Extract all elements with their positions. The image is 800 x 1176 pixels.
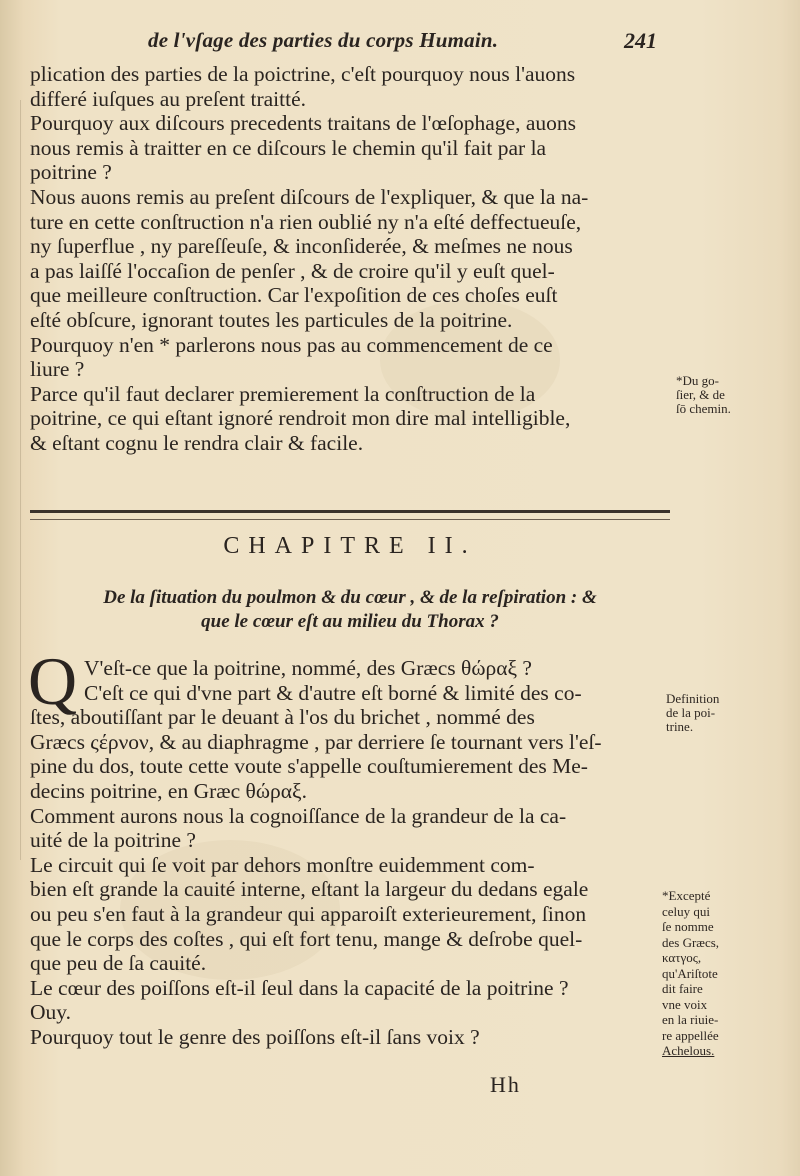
text-line: pine du dos, toute cette voute s'appelle couſtumierement des Me-: [30, 754, 588, 779]
margin-note-line: en la riuie-: [662, 1012, 719, 1027]
text-line: Nous auons remis au preſent diſcours de l'expliquer, & que la na-: [30, 184, 589, 209]
chapter-subtitle-line-1: De la ſituation du poulmon & du cœur , & de la reſpiration : &: [103, 587, 597, 608]
text-line: ou peu s'en faut à la grandeur qui apparoiſt exterieurement, ſinon: [30, 901, 587, 926]
text-line: que meilleure conſtruction. Car l'expoſition de ces choſes euſt: [30, 283, 558, 308]
chapter-subtitle-line-2: que le cœur eſt au milieu du Thorax ?: [201, 611, 499, 632]
text-line: ſtes, aboutiſſant par le deuant à l'os du brichet , nommé des: [30, 705, 535, 730]
text-line: que peu de ſa cauité.: [30, 951, 207, 976]
text-line: poitrine ?: [30, 160, 112, 185]
margin-note-line: ſō chemin.: [676, 401, 731, 416]
margin-note-line: Achelous.: [662, 1043, 715, 1058]
text-line: decins poitrine, en Græc θώραξ.: [30, 778, 307, 803]
text-line: ny ſuperflue , ny pareſſeuſe, & inconſiderée, & meſmes ne nous: [30, 234, 573, 259]
text-line: Le circuit qui ſe voit par dehors monſtre euidemment com-: [30, 852, 535, 877]
gutter-line: [20, 100, 21, 860]
text-line: Ouy.: [30, 1000, 72, 1025]
text-block-2: [30, 656, 670, 1050]
margin-note-2: [666, 692, 719, 734]
margin-note-line: qu'Ariſtote: [662, 965, 718, 981]
text-line: Græcs ςέρνον, & au diaphragme , par derriere ſe tournant vers l'eſ-: [30, 729, 602, 754]
margin-note-line: Definition: [666, 691, 720, 706]
signature-mark: Hh: [490, 1072, 521, 1097]
text-line: plication des parties de la poictrine, c'eſt pourquoy nous l'auons: [30, 62, 576, 86]
text-line: eſté obſcure, ignorant toutes les particules de la poitrine.: [30, 307, 513, 332]
text-line: que le corps des coſtes , qui eſt fort tenu, mange & deſrobe quel-: [30, 926, 583, 951]
running-title: de l'vſage des parties du corps Humain.: [148, 28, 499, 52]
text-line: V'eſt-ce que la poitrine, nommé, des Græcs θώραξ ?: [84, 656, 532, 680]
text-line: Comment aurons nous la cognoiſſance de la grandeur de la ca-: [30, 803, 567, 828]
margin-note-3: [662, 888, 719, 1059]
margin-note-line: celuy qui: [662, 903, 711, 919]
text-line: Pourquoy n'en * parlerons nous pas au commencement de ce: [30, 332, 553, 357]
margin-note-line: ſier, & de: [676, 387, 725, 402]
margin-note-line: vne voix: [662, 996, 708, 1012]
text-line: a pas laiſſé l'occaſion de penſer , & de croire qu'il y euſt quel-: [30, 258, 555, 283]
chapter-heading: CHAPITRE II.: [223, 533, 477, 559]
text-line: Parce qu'il faut declarer premierement la conſtruction de la: [30, 381, 536, 406]
margin-note-line: κατγος,: [662, 950, 702, 965]
section-divider: [30, 510, 670, 520]
text-line: ture en cette conſtruction n'a rien oublié ny n'a eſté deffectueuſe,: [30, 209, 582, 234]
text-line: Pourquoy tout le genre des poiſſons eſt-il ſans voix ?: [30, 1024, 480, 1049]
margin-note-line: de la poi-: [666, 705, 716, 720]
text-line: differé iuſques au preſent traitté.: [30, 86, 307, 111]
margin-note-line: re appellée: [662, 1027, 719, 1043]
drop-capital: Q: [28, 643, 78, 719]
text-line: Le cœur des poiſſons eſt-il ſeul dans la capacité de la poitrine ?: [30, 975, 569, 1000]
text-block-1: [30, 62, 670, 456]
margin-note-line: *Excepté: [662, 888, 711, 903]
text-line: uité de la poitrine ?: [30, 828, 196, 853]
text-line: Pourquoy aux diſcours precedents traitans de l'œſophage, auons: [30, 111, 577, 136]
margin-note-line: dit faire: [662, 981, 703, 996]
text-line: poitrine, ce qui eſtant ignoré rendroit mon dire mal intelligible,: [30, 406, 571, 431]
text-line: bien eſt grande la cauité interne, eſtant la largeur du dedans egale: [30, 877, 589, 902]
text-line: C'eſt ce qui d'vne part & d'autre eſt borné & limité des co-: [84, 680, 582, 705]
text-line: nous remis à traitter en ce diſcours le chemin qu'il fait par la: [30, 135, 547, 160]
margin-note-line: *Du go-: [676, 373, 719, 388]
text-line: & eſtant cognu le rendra clair & facile.: [30, 430, 364, 455]
page-header: [0, 28, 800, 64]
margin-note-line: des Græcs,: [662, 934, 720, 950]
margin-note-1: [676, 374, 731, 416]
page-number: 241: [624, 28, 657, 53]
margin-note-line: trine.: [666, 719, 694, 734]
margin-note-line: ſe nomme: [662, 919, 714, 934]
text-line: liure ?: [30, 357, 85, 382]
